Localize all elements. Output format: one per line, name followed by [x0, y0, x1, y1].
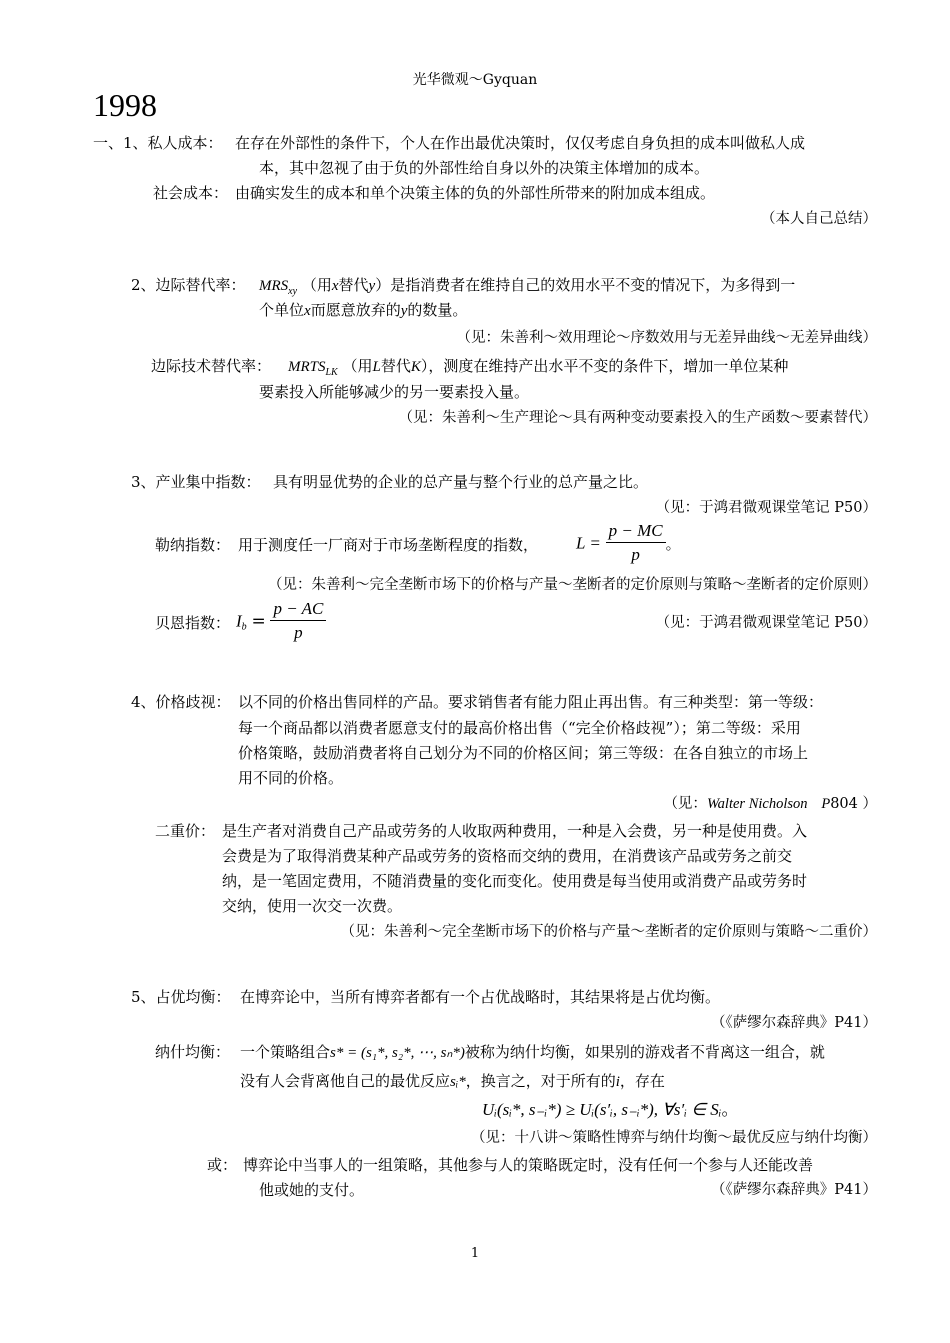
- mrs-symbol: MRS: [259, 278, 289, 294]
- bain-lhs: I: [236, 611, 242, 631]
- mrts-symbol: MRTS: [288, 359, 326, 375]
- or-line1: 博弈论中当事人的一组策略，其他参与人的策略既定时，没有任何一个参与人还能改善: [243, 1156, 814, 1174]
- nash-l2-c: ，存在: [619, 1072, 665, 1090]
- s3-ref2: （见：朱善利～完全垄断市场下的价格与产量～垄断者的定价原则与策略～垄断者的定价原则）: [268, 577, 877, 593]
- two-part-line2: 会费是为了取得消费某种产品或劳务的资格而交纳的费用，在消费该产品或劳务之前交: [222, 847, 793, 865]
- bain-label: 贝恩指数：: [155, 614, 231, 632]
- lerner-numerator: p − MC: [606, 520, 666, 543]
- s2-l1-a: （用: [301, 276, 332, 294]
- s5-ref1: （《萨缪尔森辞典》P41）: [711, 1015, 877, 1031]
- s4-line1: 以不同的价格出售同样的产品。要求销售者有能力阻止再出售。有三种类型：第一等级：: [238, 693, 824, 711]
- lerner-formula: [576, 520, 681, 567]
- or-label: 或：: [207, 1156, 238, 1174]
- s2-l2-a: 个单位: [259, 301, 305, 319]
- s2-l1-b: 替代: [338, 276, 369, 294]
- s3-ref1: （见：于鸿君微观课堂笔记 P50）: [655, 500, 877, 516]
- var-i: i: [615, 1074, 620, 1090]
- lerner-text: 用于测度任一厂商对于市场垄断程度的指数，: [238, 536, 539, 554]
- mrts-l1-a: （用: [342, 357, 373, 375]
- social-cost-text: 由确实发生的成本和单个决策主体的负的外部性所带来的附加成本组成。: [235, 184, 716, 202]
- page-header: 光华微观～Gyquan: [412, 72, 538, 88]
- s2-line2: [259, 298, 467, 323]
- s2-l2-b: 而愿意放弃的: [310, 301, 401, 319]
- nash-l2-a: 没有人会背离他自己的最优反应: [240, 1072, 451, 1090]
- mrs-subscript: xy: [288, 286, 298, 297]
- s4-line3: 价格策略，鼓励消费者将自己划分为不同的价格区间；第三等级：在各自独立的市场上: [238, 744, 809, 762]
- two-part-line1: 是生产者对消费自己产品或劳务的人收取两种费用，一种是入会费，另一种是使用费。入: [222, 822, 808, 840]
- nash-l1-a: 一个策略组合: [240, 1043, 331, 1061]
- s4-line2: 每一个商品都以消费者愿意支付的最高价格出售（“完全价格歧视”）；第二等级：采用: [238, 719, 801, 737]
- lerner-fraction: [606, 520, 666, 567]
- s2-l1-c: ）是指消费者在维持自己的效用水平不变的情况下，为多得到一: [375, 276, 796, 294]
- s2-ref2: （见：朱善利～生产理论～具有两种变动要素投入的生产函数～要素替代）: [398, 410, 877, 426]
- nash-formula: [482, 1098, 738, 1122]
- s4-ref1: [663, 792, 877, 816]
- year-heading: 1998: [93, 87, 157, 123]
- mrts-l1-b: 替代: [380, 357, 411, 375]
- nash-line2: [240, 1069, 665, 1094]
- s5-label: 5、占优均衡：: [131, 988, 231, 1006]
- s3-text: 具有明显优势的企业的总产量与整个行业的总产量之比。: [273, 473, 649, 491]
- nash-l2-b: ，换言之，对于所有的: [465, 1072, 616, 1090]
- nash-inequality: Uᵢ(sᵢ*, s₋ᵢ*) ≥ Uᵢ(s′ᵢ, s₋ᵢ*), ∀s′ᵢ ∈ Sᵢ: [482, 1100, 722, 1119]
- s2-label: 2、边际替代率：: [131, 276, 246, 294]
- or-line2: 他或她的支付。: [259, 1181, 365, 1199]
- bain-formula: [236, 598, 326, 645]
- bain-eq: =: [251, 611, 266, 632]
- bain-numerator: p − AC: [270, 598, 326, 621]
- bain-fraction: [270, 598, 326, 645]
- s4-ref2: （见：朱善利～完全垄断市场下的价格与产量～垄断者的定价原则与策略～二重价）: [340, 924, 877, 940]
- nash-formula-end: 。: [721, 1100, 739, 1120]
- s5-ref3: （《萨缪尔森辞典》P41）: [711, 1182, 877, 1198]
- mrts-subscript: LK: [325, 367, 338, 378]
- s4-label: 4、价格歧视：: [131, 693, 231, 711]
- nash-line1: [240, 1040, 825, 1065]
- s1-ref: （本人自己总结）: [761, 211, 877, 227]
- s5-ref2: （见：十八讲～策略性博弈与纳什均衡～最优反应与纳什均衡）: [471, 1130, 877, 1146]
- s2-l2-c: 的数量。: [407, 301, 468, 319]
- nash-strategy-profile: s* = (s₁*, s₂*, ⋯, sₙ*): [330, 1045, 465, 1061]
- s2-ref1: （见：朱善利～效用理论～序数效用与无差异曲线～无差异曲线）: [456, 330, 877, 346]
- var-y: y: [368, 278, 376, 294]
- var-L: L: [372, 359, 381, 375]
- s1-line1: 在存在外部性的条件下，个人在作出最优决策时，仅仅考虑自身负担的成本叫做私人成: [235, 134, 806, 152]
- nash-l1-b: 被称为纳什均衡，如果别的游戏者不背离这一组合，就: [464, 1043, 825, 1061]
- s4-ref1-p: P: [821, 796, 831, 812]
- var-y-2: y: [400, 303, 408, 319]
- lerner-label: 勒纳指数：: [155, 536, 231, 554]
- two-part-price-label: 二重价：: [155, 822, 216, 840]
- var-K: K: [410, 359, 421, 375]
- social-cost-label: 社会成本：: [153, 184, 229, 202]
- s5-text: 在博弈论中，当所有博弈者都有一个占优战略时，其结果将是占优均衡。: [240, 988, 721, 1006]
- s4-ref1-page: 804 ）: [830, 796, 877, 812]
- s4-ref1-a: （见：: [663, 796, 707, 812]
- two-part-line3: 纳，是一笔固定费用，不随消费量的变化而变化。使用费是每当使用或消费产品或劳务时: [222, 872, 808, 890]
- bain-subscript: b: [241, 621, 247, 633]
- var-x-2: x: [304, 303, 311, 319]
- nash-best-response: sᵢ*: [450, 1074, 466, 1090]
- page-number: 1: [470, 1246, 480, 1261]
- s1-line2: 本，其中忽视了由于负的外部性给自身以外的决策主体增加的成本。: [259, 159, 710, 177]
- bain-denominator: p: [294, 623, 303, 642]
- two-part-line4: 交纳，使用一次交一次费。: [222, 897, 403, 915]
- mrts-label: 边际技术替代率：: [151, 357, 272, 375]
- lerner-lhs: L =: [576, 533, 601, 553]
- s4-ref1-author: Walter Nicholson: [706, 796, 808, 812]
- var-x: x: [331, 278, 339, 294]
- mrts-l1-c: ），测度在维持产出水平不变的条件下，增加一单位某种: [420, 357, 789, 375]
- s3-label: 3、产业集中指数：: [131, 473, 261, 491]
- lerner-end: 。: [665, 535, 681, 553]
- lerner-denominator: p: [631, 545, 640, 564]
- s4-line4: 用不同的价格。: [238, 769, 344, 787]
- s3-ref3: （见：于鸿君微观课堂笔记 P50）: [655, 615, 877, 631]
- s1-label: 一、1、私人成本：: [93, 134, 223, 152]
- nash-label: 纳什均衡：: [155, 1043, 231, 1061]
- mrts-line2: 要素投入所能够减少的另一要素投入量。: [259, 383, 530, 401]
